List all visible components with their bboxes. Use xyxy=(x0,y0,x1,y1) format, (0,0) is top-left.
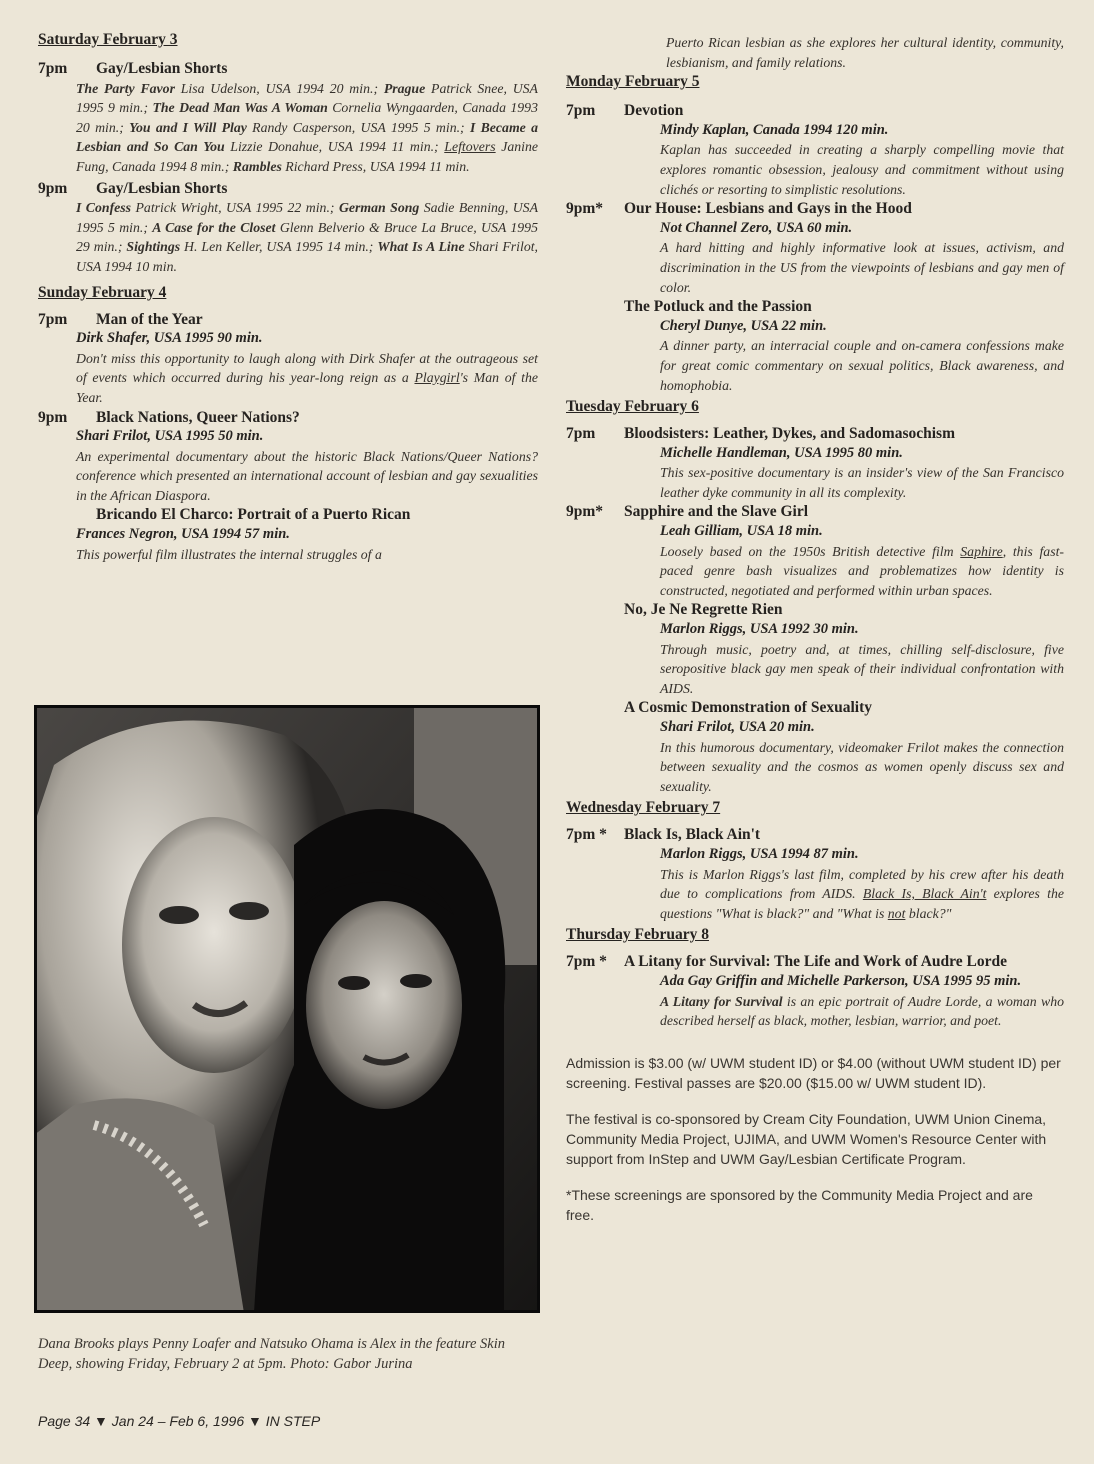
film-credit: Mindy Kaplan, Canada 1994 120 min. xyxy=(660,121,889,138)
film-credit: Not Channel Zero, USA 60 min. xyxy=(660,219,853,236)
film-title: A Cosmic Demonstration of Sexuality xyxy=(624,699,872,717)
time: 7pm xyxy=(38,310,68,328)
listing-wed-7pm xyxy=(566,825,1064,845)
short-credit: Cornelia Wyngaarden, Canada 1993 20 min.; xyxy=(76,100,538,135)
film-title: Bloodsisters: Leather, Dykes, and Sadomasochism xyxy=(624,425,955,443)
short-title: German Song xyxy=(338,200,420,216)
film-title: No, Je Ne Regrette Rien xyxy=(624,601,783,619)
film-title: Bricando El Charco: Portrait of a Puerto Rican xyxy=(96,506,411,524)
short-title: Leftovers xyxy=(444,139,496,155)
film-title: A Litany for Survival: The Life and Work of Audre Lorde xyxy=(624,953,1007,971)
film-credit: Marlon Riggs, USA 1992 30 min. xyxy=(660,621,859,638)
short-title: Sightings xyxy=(126,239,181,255)
film-description: A dinner party, an interracial couple and on-camera confessions make for great comic commentary on sexual politics, Black awareness, and homophobia. xyxy=(660,338,1064,393)
film-description xyxy=(660,865,1064,924)
shorts-list-sat-9pm xyxy=(76,198,538,276)
left-column xyxy=(38,28,538,564)
time: 9pm* xyxy=(566,503,604,521)
film-title: Our House: Lesbians and Gays in the Hood xyxy=(624,200,912,218)
short-title: I Became a Lesbian and So Can You xyxy=(76,119,538,155)
short-title: I Confess xyxy=(76,200,132,216)
short-credit: Patrick Wright, USA 1995 22 min.; xyxy=(131,200,339,216)
film-title: Man of the Year xyxy=(96,310,203,328)
listing-sat-7pm xyxy=(38,59,538,79)
day-heading-sunday: Sunday February 4 xyxy=(38,283,167,301)
short-credit: Shari Frilot, USA 1994 10 min. xyxy=(76,239,539,274)
emphasis: not xyxy=(887,905,906,921)
short-credit: Lisa Udelson, USA 1994 20 min.; xyxy=(174,80,384,96)
short-credit: Richard Press, USA 1994 11 min. xyxy=(281,158,470,174)
listing-sun-9pm xyxy=(38,408,538,428)
desc-text: is an epic portrait of Audre Lorde, a woman who described herself as black, mother, lesbian, warrior, and poet. xyxy=(660,993,1064,1029)
listing-tue-9pm xyxy=(566,502,1064,522)
film-credit: Leah Gilliam, USA 18 min. xyxy=(660,523,823,540)
time: 9pm xyxy=(38,179,68,197)
film-credit: Frances Negron, USA 1994 57 min. xyxy=(76,526,290,543)
short-title: What Is A Line xyxy=(377,239,465,255)
time: 7pm * xyxy=(566,826,607,844)
film-description: Through music, poetry and, at times, chilling self-disclosure, five seropositive black gay men speak of their individual confrontation with AIDS. xyxy=(660,641,1064,696)
day-heading-monday: Monday February 5 xyxy=(566,73,700,91)
film-credit: Cheryl Dunye, USA 22 min. xyxy=(660,317,827,334)
magazine-title: Playgirl xyxy=(414,370,460,386)
film-title: Devotion xyxy=(624,102,684,120)
desc-text: Loosely based on the 1950s British detective film xyxy=(660,543,961,559)
shorts-list-sat-7pm xyxy=(76,79,538,177)
short-credit: Sadie Benning, USA 1995 5 min.; xyxy=(76,200,539,235)
film-title: Gay/Lesbian Shorts xyxy=(96,179,228,197)
desc-text: 's Man of the Year. xyxy=(76,370,538,405)
film-reference: Saphire xyxy=(960,543,1003,559)
film-description: This sex-positive documentary is an insider's view of the San Francisco leather dyke community in all its complexity. xyxy=(660,465,1064,500)
short-credit: Lizzie Donahue, USA 1994 11 min.; xyxy=(224,139,445,155)
photo-image xyxy=(34,705,540,1313)
film-title: Sapphire and the Slave Girl xyxy=(624,503,809,521)
film-description: An experimental documentary about the historic Black Nations/Queer Nations? conference which presented an international account of lesbian and gay sexualities in the African Diaspora. xyxy=(76,448,538,503)
film-title: Black Nations, Queer Nations? xyxy=(96,408,300,426)
film-title: Gay/Lesbian Shorts xyxy=(96,60,228,77)
film-description xyxy=(76,349,538,408)
film-description: A hard hitting and highly informative look at issues, activism, and discrimination in the US from the viewpoints of lesbians and gay men of color. xyxy=(660,240,1064,295)
free-screenings-note: *These screenings are sponsored by the Community Media Project and are free. xyxy=(566,1186,1033,1223)
film-credit: Shari Frilot, USA 20 min. xyxy=(660,719,815,735)
film-title: The Potluck and the Passion xyxy=(624,298,812,316)
day-heading-wednesday: Wednesday February 7 xyxy=(566,799,721,817)
listing-thu-7pm xyxy=(566,952,1064,972)
desc-text: explores the questions "What is black?" and "What is xyxy=(660,886,1064,921)
film-reference: Black Is, Black Ain't xyxy=(862,886,987,902)
short-title: You and I Will Play xyxy=(129,119,247,135)
short-title: Rambles xyxy=(232,158,282,174)
film-credit: Ada Gay Griffin and Michelle Parkerson, USA 1995 95 min. xyxy=(660,972,1022,989)
short-title: The Party Favor xyxy=(76,80,175,96)
desc-text: , this fast-paced genre bash visualizes and problematizes how identity is constructed, negotiated and performed within urban spaces. xyxy=(660,543,1064,598)
time: 7pm * xyxy=(566,953,607,971)
film-credit: Shari Frilot, USA 1995 50 min. xyxy=(76,428,264,445)
short-credit: Randy Casperson, USA 1995 5 min.; xyxy=(246,119,470,135)
sponsors-info: The festival is co-sponsored by Cream City Foundation, UWM Union Cinema, Community Media Project, UJIMA, and UWM Women's Resource Center with support from InStep and UWM Gay/Lesbian Certificate Program. xyxy=(566,1110,1047,1167)
film-credit: Michelle Handleman, USA 1995 80 min. xyxy=(660,444,903,461)
film-description xyxy=(660,992,1064,1031)
right-column xyxy=(566,33,1064,1225)
film-description: This powerful film illustrates the internal struggles of a xyxy=(76,546,382,562)
film-title: Black Is, Black Ain't xyxy=(624,826,761,844)
time: 7pm xyxy=(38,60,68,77)
feature-photo xyxy=(34,705,540,1313)
film-reference: A Litany for Survival xyxy=(660,993,783,1009)
listing-sat-9pm xyxy=(38,179,538,199)
day-heading-tuesday: Tuesday February 6 xyxy=(566,398,699,416)
page-footer: Page 34 ▼ Jan 24 – Feb 6, 1996 ▼ IN STEP xyxy=(38,1413,321,1429)
photo-caption: Dana Brooks plays Penny Loafer and Natsuko Ohama is Alex in the feature Skin Deep, showing Friday, February 2 at 5pm. Photo: Gabor Jurina xyxy=(38,1336,506,1372)
desc-text: This is Marlon Riggs's last film, completed by his crew after his death due to complications from AIDS. xyxy=(660,866,1064,902)
listing-mon-9pm xyxy=(566,199,1064,219)
short-credit: Patrick Snee, USA 1995 9 min.; xyxy=(76,80,538,116)
film-description xyxy=(660,542,1064,601)
film-description: In this humorous documentary, videomaker Frilot makes the connection between sexuality and the cosmos as women openly discuss sex and sexuality. xyxy=(660,739,1064,794)
time: 9pm* xyxy=(566,200,604,218)
short-credit: Glenn Belverio & Bruce La Bruce, USA 1995 29 min.; xyxy=(76,219,538,255)
day-heading-saturday: Saturday February 3 xyxy=(38,31,178,48)
time: 7pm xyxy=(566,102,596,120)
listing-tue-7pm xyxy=(566,424,1064,444)
admission-info: Admission is $3.00 (w/ UWM student ID) or $4.00 (without UWM student ID) per screening. Festival passes are $20.00 ($15.00 w/ UWM student ID). xyxy=(566,1054,1061,1091)
listing-sun-7pm xyxy=(38,310,538,330)
day-heading-thursday: Thursday February 8 xyxy=(566,926,709,944)
desc-text: black?" xyxy=(905,905,952,921)
short-title: Prague xyxy=(383,80,426,96)
short-credit: Janine Fung, Canada 1994 8 min.; xyxy=(76,139,539,174)
short-title: The Dead Man Was A Woman xyxy=(152,100,328,116)
listing-mon-7pm xyxy=(566,101,1064,121)
short-title: A Case for the Closet xyxy=(152,219,276,235)
short-credit: H. Len Keller, USA 1995 14 min.; xyxy=(180,239,378,255)
film-description-continued: Puerto Rican lesbian as she explores her cultural identity, community, lesbianism, and family relations. xyxy=(666,35,1064,70)
desc-text: Don't miss this opportunity to laugh along with Dirk Shafer at the outrageous set of events which occurred during his year-long reign as a xyxy=(76,350,538,386)
film-credit: Marlon Riggs, USA 1994 87 min. xyxy=(660,845,859,862)
film-credit: Dirk Shafer, USA 1995 90 min. xyxy=(76,330,263,347)
time: 9pm xyxy=(38,408,68,426)
time: 7pm xyxy=(566,425,596,443)
film-description: Kaplan has succeeded in creating a sharply compelling movie that explores romantic obsession, jealousy and commitment without using clichés or resorting to simplistic resolutions. xyxy=(660,142,1064,197)
